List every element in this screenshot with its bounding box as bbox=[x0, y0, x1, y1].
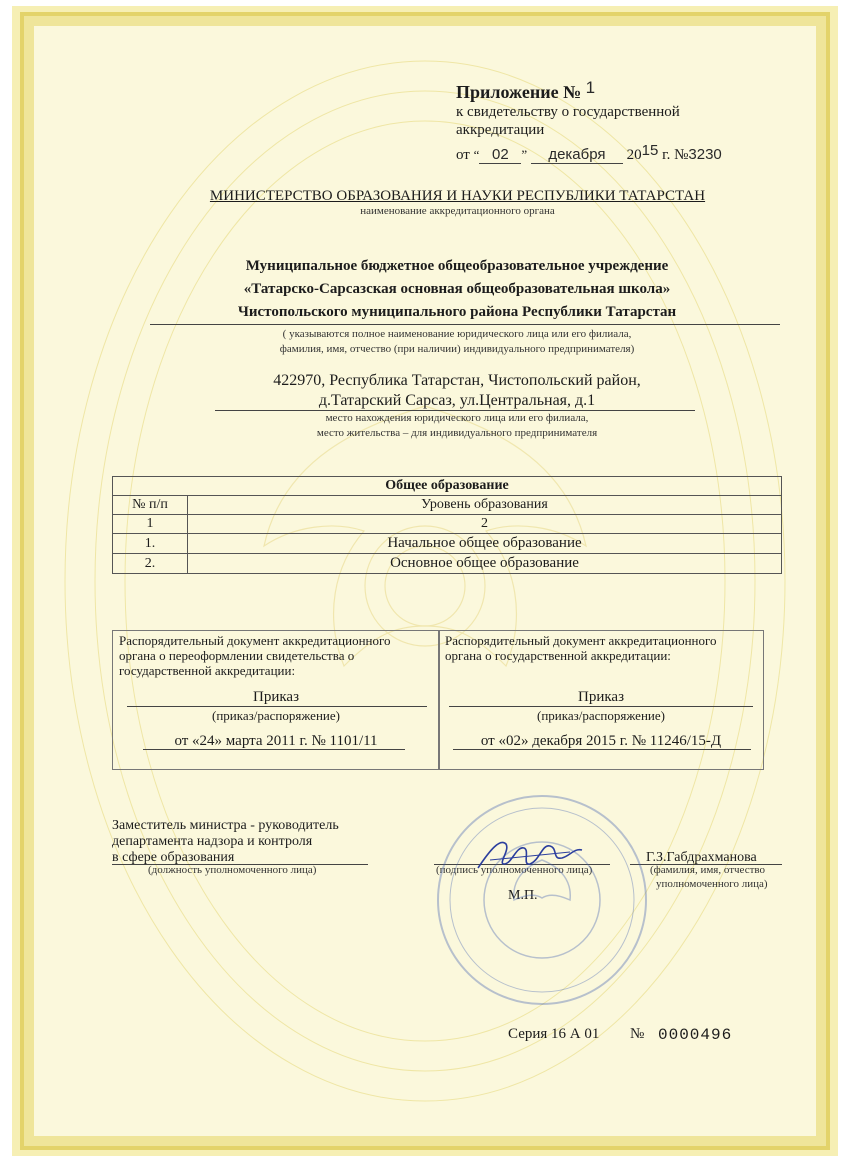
date-month: декабря bbox=[531, 146, 623, 164]
organization-underline bbox=[150, 324, 780, 325]
name-caption-2: уполномоченного лица) bbox=[656, 878, 768, 890]
accreditation-order-heading-1: Распорядительный документ аккредитационного bbox=[445, 633, 717, 648]
address-underline bbox=[215, 410, 695, 411]
reissue-order-heading-2: органа о переоформлении свидетельства о bbox=[119, 648, 355, 663]
seal-label: М.П. bbox=[508, 888, 538, 903]
name-caption-1: (фамилия, имя, отчество bbox=[650, 864, 766, 876]
organization-line-3: Чистопольского муниципального района Республики Татарстан bbox=[237, 304, 677, 320]
accreditation-order-underline bbox=[449, 706, 753, 707]
series-label: Серия 16 А 01 bbox=[508, 1026, 600, 1042]
reissue-order-heading-3: государственной аккредитации: bbox=[119, 663, 296, 678]
appendix-number: 1 bbox=[585, 78, 596, 97]
date-day: 02 bbox=[479, 146, 521, 164]
organization-caption-1: ( указываются полное наименование юридического лица или его филиала, bbox=[282, 328, 632, 340]
cert-number: 3230 bbox=[688, 146, 722, 163]
row-level: Начальное общее образование bbox=[188, 534, 782, 554]
table-header-row bbox=[113, 496, 782, 515]
accreditation-order-heading-2: органа о государственной аккредитации: bbox=[445, 648, 671, 663]
education-levels-table bbox=[112, 476, 782, 574]
signer-position-1: Заместитель министра - руководитель bbox=[112, 818, 339, 833]
reissue-order-type: Приказ bbox=[252, 689, 299, 705]
row-number: 2. bbox=[113, 554, 188, 574]
table-title-row bbox=[113, 477, 782, 496]
signature-caption: (подпись уполномоченного лица) bbox=[436, 864, 593, 876]
organization-line-1: Муниципальное бюджетное общеобразовательное учреждение bbox=[245, 258, 669, 274]
accreditation-order-ref: от «02» декабря 2015 г. № 11246/15-Д bbox=[480, 733, 722, 749]
signer-name: Г.З.Габдрахманова bbox=[646, 850, 757, 865]
appendix-subtitle-2: аккредитации bbox=[456, 122, 545, 138]
address-caption-1: место нахождения юридического лица или его филиала, bbox=[325, 412, 589, 424]
accreditation-order-caption: (приказ/распоряжение) bbox=[537, 708, 665, 723]
column-header-num: № п/п bbox=[113, 496, 188, 515]
signer-position-3: в сфере образования bbox=[112, 850, 235, 865]
table-title: Общее образование bbox=[113, 477, 782, 496]
appendix-subtitle-1: к свидетельству о государственной bbox=[456, 104, 680, 120]
index-cell-2: 2 bbox=[188, 515, 782, 534]
date-year: 15 bbox=[641, 142, 659, 159]
address-caption-2: место жительства – для индивидуального предпринимателя bbox=[316, 427, 598, 439]
certificate-paper bbox=[12, 6, 838, 1156]
series-number: 0000496 bbox=[658, 1026, 733, 1044]
accreditation-order-box bbox=[438, 630, 764, 770]
handwritten-signature bbox=[470, 830, 590, 880]
accreditation-body-caption: наименование аккредитационного органа bbox=[360, 205, 555, 217]
official-seal bbox=[432, 790, 652, 1010]
appendix-title: Приложение № 1 bbox=[456, 78, 596, 102]
reissue-order-caption: (приказ/распоряжение) bbox=[212, 708, 340, 723]
table-row bbox=[113, 534, 782, 554]
table-row bbox=[113, 554, 782, 574]
accreditation-order-type: Приказ bbox=[577, 689, 624, 705]
signer-position-2: департамента надзора и контроля bbox=[112, 834, 313, 849]
organization-caption-2: фамилия, имя, отчество (при наличии) индивидуального предпринимателя) bbox=[279, 343, 635, 355]
organization-line-2: «Татарско-Сарсазская основная общеобразовательная школа» bbox=[243, 281, 671, 297]
series-number-label: № bbox=[630, 1026, 645, 1042]
position-caption: (должность уполномоченного лица) bbox=[148, 864, 317, 876]
index-cell-1: 1 bbox=[113, 515, 188, 534]
table-index-row bbox=[113, 515, 782, 534]
accreditation-order-ref-underline bbox=[453, 749, 751, 750]
address-line-1: 422970, Республика Татарстан, Чистопольский район, bbox=[273, 372, 641, 389]
reissue-order-ref-underline bbox=[143, 749, 405, 750]
address-line-2: д.Татарский Сарсаз, ул.Центральная, д.1 bbox=[318, 392, 596, 409]
appendix-date: от “ 02 ” декабря 2015 г. №3230 bbox=[456, 142, 722, 163]
reissue-order-heading-1: Распорядительный документ аккредитационного bbox=[119, 633, 391, 648]
column-header-level: Уровень образования bbox=[188, 496, 782, 515]
reissue-order-ref: от «24» марта 2011 г. № 1101/11 bbox=[174, 733, 378, 749]
reissue-order-box bbox=[112, 630, 440, 770]
reissue-order-underline bbox=[127, 706, 427, 707]
row-level: Основное общее образование bbox=[188, 554, 782, 574]
row-number: 1. bbox=[113, 534, 188, 554]
accreditation-body: МИНИСТЕРСТВО ОБРАЗОВАНИЯ И НАУКИ РЕСПУБЛИКИ ТАТАРСТАН bbox=[209, 188, 706, 204]
